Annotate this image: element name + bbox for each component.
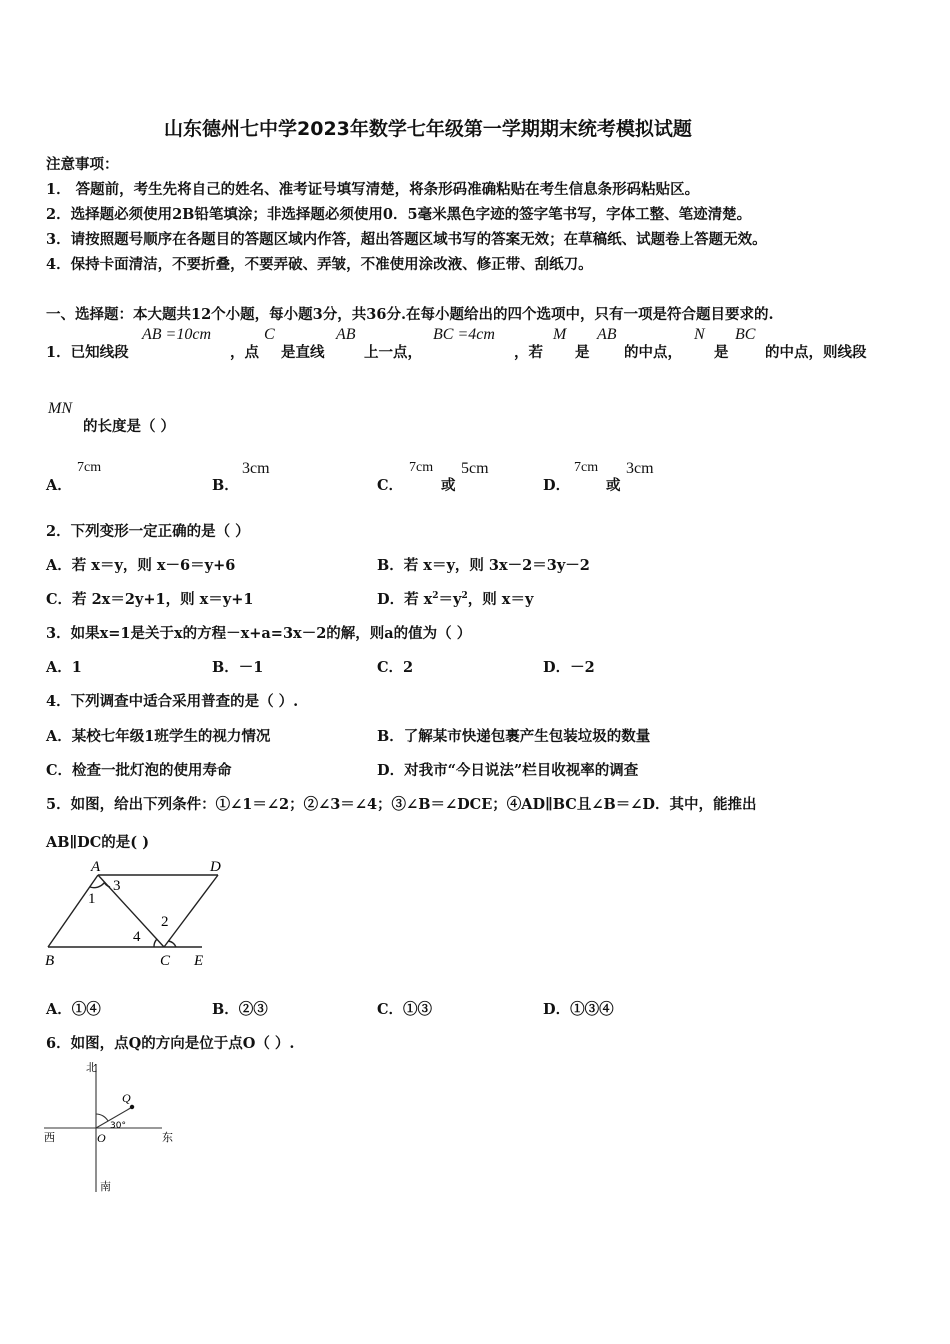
q1-formula: AB <box>336 326 356 343</box>
line-dc <box>164 875 218 947</box>
q2-option-d: D．若 $x^2=y^2$，则 x＝y <box>377 591 534 608</box>
q1-option-value: 7cm <box>77 460 102 475</box>
label-d: D <box>210 859 221 875</box>
q2-option-b: B．若 x＝y，则 3x－2＝3y－2 <box>377 557 590 574</box>
label-north: 北 <box>86 1061 97 1074</box>
q1-text: 是 <box>714 344 729 361</box>
q1-option-c: C． <box>377 477 404 494</box>
q1-formula: C <box>264 326 275 343</box>
label-a: A <box>91 859 101 875</box>
label-o: O <box>97 1131 106 1145</box>
notice-item: 4．保持卡面清洁，不要折叠，不要弄破、弄皱，不准使用涂改液、修正带、刮纸刀。 <box>46 256 593 273</box>
q1-formula: BC <box>735 326 756 343</box>
label-e: E <box>194 953 204 969</box>
label-q: Q <box>122 1091 131 1105</box>
notice-item: 2．选择题必须使用2B铅笔填涂；非选择题必须使用0．5毫米黑色字迹的签字笔书写，字体工整、笔迹清楚。 <box>46 206 752 223</box>
q4-stem: 4．下列调查中适合采用普查的是（ ）. <box>46 693 299 710</box>
section-heading: 一、选择题：本大题共12个小题，每小题3分，共36分.在每小题给出的四个选项中，只有一项是符合题目要求的. <box>46 306 774 323</box>
q1-formula: N <box>694 326 705 343</box>
q1-text: 的长度是（ ） <box>83 418 176 435</box>
q1-formula: AB <box>597 326 617 343</box>
q1-text: 的中点， <box>624 344 682 361</box>
q3-option-c: C．2 <box>377 659 414 676</box>
label-c: C <box>160 953 171 969</box>
angle-arc-2 <box>168 941 176 947</box>
label-east: 东 <box>162 1131 173 1144</box>
label-angle-4: 4 <box>133 929 141 945</box>
q4-option-a: A．某校七年级1班学生的视力情况 <box>46 728 271 745</box>
q4-option-b: B．了解某市快递包裹产生包装垃圾的数量 <box>377 728 651 745</box>
q1-text: ，点 <box>230 344 259 361</box>
q5-stem: AB∥DC的是( ) <box>46 834 150 851</box>
q3-option-d: D．－2 <box>543 659 595 676</box>
q2-option-a: A．若 x＝y，则 x－6＝y+6 <box>46 557 236 574</box>
q1-formula: M <box>553 326 567 343</box>
q1-text: 上一点， <box>364 344 422 361</box>
q1-option-value: 3cm <box>242 460 270 477</box>
q5-option-a: A．①④ <box>46 1001 101 1018</box>
label-angle-2: 2 <box>161 914 169 930</box>
label-angle: 30° <box>110 1121 126 1131</box>
q1-option-value: 7cm <box>574 460 599 475</box>
q1-option-or: 或 <box>441 477 456 494</box>
q1-option-value: 7cm <box>409 460 434 475</box>
q5-option-c: C．①③ <box>377 1001 433 1018</box>
q1-text: ，若 <box>514 344 543 361</box>
q1-option-a: A． <box>46 477 72 494</box>
q2-stem: 2．下列变形一定正确的是（ ） <box>46 523 250 540</box>
q5-option-d: D．①③④ <box>543 1001 614 1018</box>
q1-option-d: D． <box>543 477 571 494</box>
q1-option-or: 或 <box>606 477 621 494</box>
label-south: 南 <box>100 1180 111 1193</box>
q5-stem: 5．如图，给出下列条件：①∠1＝∠2；②∠3＝∠4；③∠B＝∠DCE；④AD∥BC且∠B＝∠D．其中，能推出 <box>46 796 757 813</box>
q1-formula: AB =10cm <box>142 326 211 343</box>
page-title: 山东德州七中学2023年数学七年级第一学期期末统考模拟试题 <box>164 118 692 140</box>
q3-option-b: B．－1 <box>212 659 264 676</box>
q5-parallelogram-figure <box>40 855 230 970</box>
q4-option-d: D．对我市“今日说法”栏目收视率的调查 <box>377 762 639 779</box>
q1-text: 是直线 <box>281 344 325 361</box>
q2-option-c: C．若 2x＝2y+1，则 x＝y+1 <box>46 591 254 608</box>
q4-option-c: C．检查一批灯泡的使用寿命 <box>46 762 232 779</box>
label-angle-3: 3 <box>113 878 121 894</box>
q1-formula: BC =4cm <box>433 326 495 343</box>
q1-text: 是 <box>575 344 590 361</box>
q1-option-value: 5cm <box>461 460 489 477</box>
q3-stem: 3．如果x=1是关于x的方程－x+a=3x－2的解，则a的值为（ ） <box>46 625 472 642</box>
angle-arc-4 <box>154 939 157 947</box>
notice-item: 3．请按照题号顺序在各题目的答题区域内作答，超出答题区域书写的答案无效；在草稿纸、试题卷上答题无效。 <box>46 231 767 248</box>
q1-text: 1．已知线段 <box>46 344 129 361</box>
line-ab <box>48 875 98 947</box>
angle-arc-30 <box>96 1114 108 1121</box>
q1-option-b: B． <box>212 477 239 494</box>
point-q <box>130 1105 134 1109</box>
q1-formula: MN <box>48 400 72 417</box>
label-west: 西 <box>44 1131 55 1144</box>
q3-option-a: A．1 <box>46 659 82 676</box>
notice-item: 1． 答题前，考生先将自己的姓名、准考证号填写清楚，将条形码准确粘贴在考生信息条形码粘贴区。 <box>46 181 700 198</box>
q1-text: 的中点，则线段 <box>765 344 867 361</box>
label-angle-1: 1 <box>88 891 96 907</box>
q6-stem: 6．如图，点Q的方向是位于点O（ ）. <box>46 1035 295 1052</box>
q6-direction-figure <box>40 1058 185 1198</box>
q1-option-value: 3cm <box>626 460 654 477</box>
q5-option-b: B．②③ <box>212 1001 268 1018</box>
notice-heading: 注意事项： <box>46 156 119 173</box>
label-b: B <box>45 953 55 969</box>
